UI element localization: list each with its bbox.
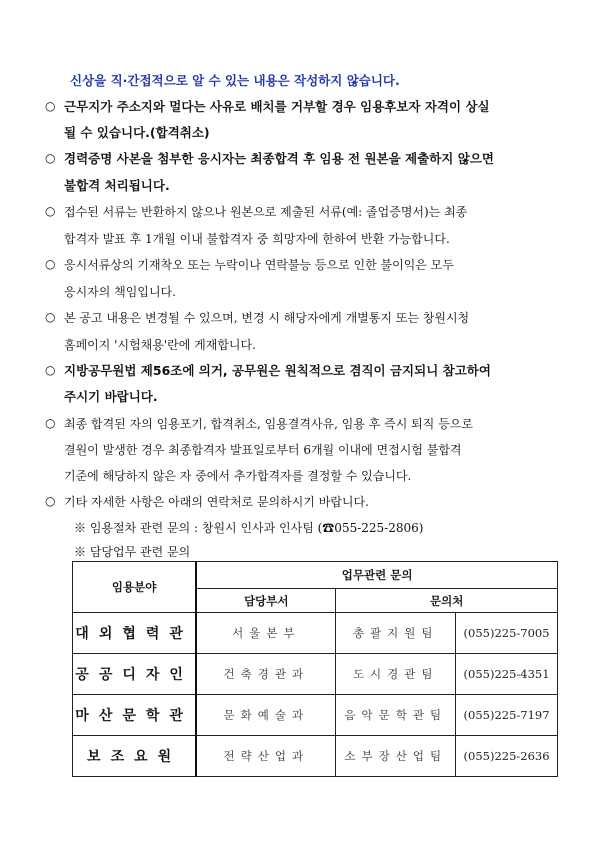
bullet-icon: ○ [45, 151, 56, 165]
field-cell: 마산문학관 [73, 695, 197, 736]
paragraph-dual-job: 지방공무원법 제56조에 의거, 공무원은 원칙적으로 겸직이 금지되니 참고하여 [64, 363, 491, 378]
phone-cell: (055)225-4351 [456, 654, 558, 695]
bullet-icon: ○ [45, 494, 56, 508]
paragraph-documents-cont: 합격자 발표 후 1개월 이내 불합격자 중 희망자에 한하여 반환 가능합니다. [64, 232, 450, 246]
department-cell: 서울본부 [196, 613, 336, 654]
note-duty-inquiry: ※ 담당업무 관련 문의 [74, 545, 191, 559]
paragraph-additional-pass-cont2: 기준에 해당하지 않은 자 중에서 추가합격자를 결정할 수 있습니다. [64, 469, 412, 483]
bullet-icon: ○ [45, 363, 56, 377]
table-row [73, 736, 558, 777]
paragraph-notice-change: 본 공고 내용은 변경될 수 있으며, 변경 시 해당자에게 개별통지 또는 창원시청 [64, 311, 470, 325]
note-hr-inquiry: ※ 임용절차 관련 문의 : 창원시 인사과 인사팀 (☎055-225-2806) [74, 521, 424, 535]
bullet-icon: ○ [45, 99, 56, 113]
paragraph-responsibility: 응시서류상의 기재착오 또는 누락이나 연락불능 등으로 인한 불이익은 모두 [64, 258, 454, 272]
field-cell: 공공디자인 [73, 654, 197, 695]
paragraph-responsibility-cont: 응시자의 책임입니다. [64, 285, 176, 299]
contact-table [72, 561, 558, 777]
team-cell: 음악문학관팀 [336, 695, 456, 736]
phone-cell: (055)225-2636 [456, 736, 558, 777]
bullet-icon: ○ [45, 416, 56, 430]
header-work-inquiry: 업무관련 문의 [196, 562, 557, 589]
paragraph-documents: 접수된 서류는 반환하지 않으나 원본으로 제출된 서류(예: 졸업증명서)는 최종 [64, 205, 468, 219]
field-cell: 보조요원 [73, 736, 197, 777]
table-row [73, 654, 558, 695]
header-contact: 문의처 [336, 589, 558, 613]
paragraph-career-cert: 경력증명 사본을 첨부한 응시자는 최종합격 후 임용 전 원본을 제출하지 않으면 [64, 151, 494, 166]
paragraph-inquiry: 기타 자세한 사항은 아래의 연락처로 문의하시기 바랍니다. [64, 495, 369, 509]
phone-cell: (055)225-7005 [456, 613, 558, 654]
header-department: 담당부서 [196, 589, 336, 613]
paragraph-placement-cont: 될 수 있습니다.(합격취소) [64, 125, 210, 140]
paragraph-additional-pass: 최종 합격된 자의 임용포기, 합격취소, 임용결격사유, 임용 후 즉시 퇴직 등으로 [64, 417, 473, 431]
paragraph-additional-pass-cont1: 결원이 발생한 경우 최종합격자 발표일로부터 6개월 이내에 면접시험 불합격 [64, 443, 462, 457]
department-cell: 건축경관과 [196, 654, 336, 695]
paragraph-placement: 근무지가 주소지와 멀다는 사유로 배치를 거부할 경우 임용후보자 자격이 상실 [64, 99, 490, 114]
team-cell: 총괄지원팀 [336, 613, 456, 654]
team-cell: 도시경관팀 [336, 654, 456, 695]
bullet-icon: ○ [45, 310, 56, 324]
table-row [73, 695, 558, 736]
department-cell: 전략산업과 [196, 736, 336, 777]
phone-cell: (055)225-7197 [456, 695, 558, 736]
header-field: 임용분야 [73, 562, 197, 613]
team-cell: 소부장산업팀 [336, 736, 456, 777]
field-cell: 대외협력관 [73, 613, 197, 654]
table-row [73, 613, 558, 654]
department-cell: 문화예술과 [196, 695, 336, 736]
paragraph-career-cert-cont: 불합격 처리됩니다. [64, 178, 170, 193]
paragraph-personal-info: 신상을 직·간접적으로 알 수 있는 내용은 작성하지 않습니다. [70, 73, 400, 88]
bullet-icon: ○ [45, 257, 56, 271]
paragraph-dual-job-cont: 주시기 바랍니다. [64, 389, 158, 404]
bullet-icon: ○ [45, 204, 56, 218]
paragraph-notice-change-cont: 홈페이지 '시험채용'란에 게재합니다. [64, 338, 256, 352]
